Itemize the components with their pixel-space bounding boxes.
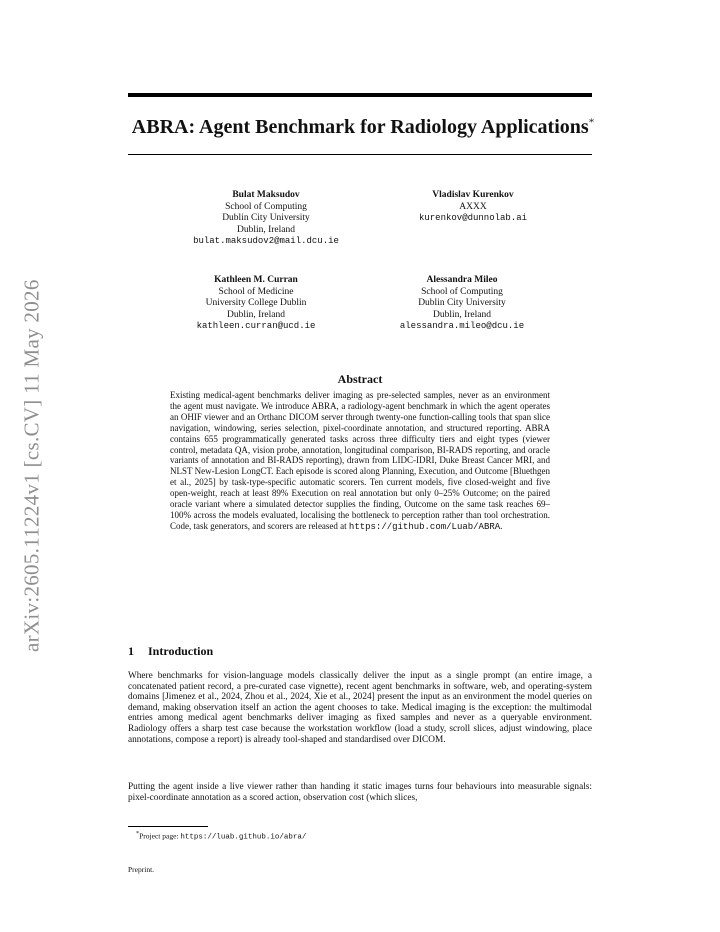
- section-title: Introduction: [148, 644, 214, 658]
- author-affiliation: Dublin, Ireland: [236, 224, 296, 235]
- arxiv-identifier: arXiv:2605.11224v1 [cs.CV] 11 May 2026: [19, 279, 44, 653]
- author-email[interactable]: kurenkov@dunnolab.ai: [418, 213, 528, 223]
- preprint-label: Preprint.: [128, 865, 155, 874]
- author-affiliation: School of Computing: [225, 201, 307, 212]
- author-affiliation: Dublin, Ireland: [226, 309, 286, 320]
- author-affiliation: School of Medicine: [218, 286, 294, 297]
- author-name: Vladislav Kurenkov: [432, 190, 514, 200]
- author-affiliation: University College Dublin: [205, 298, 307, 308]
- footnote-mark: *: [136, 830, 140, 837]
- abstract-code-link[interactable]: https://github.com/Luab/ABRA: [348, 521, 501, 532]
- body-paragraph: Where benchmarks for vision-language models classically deliver the input as a single prompt (an entire image, a concatenated patient record, a pre-curated case vignette), recent agent benchmarks in software, web, and operating-system domains [Jimenez et al., 2024, Zhou et al., 2024, Xie et al., 2024] present the input as an environment the model queries on demand, making observation itself an action the agent chooses to take. Medical imaging is the exception: the multimodal entries among medical agent benchmarks deliver imaging as fixed samples and never as a queryable environment. Radiology offers a sharp test case because the workstation workflow (load a study, scroll slices, adjust windowing, place annotations, compose a report) is already tool-shaped and standardised over DICOM.: [128, 671, 592, 745]
- abstract-body: [170, 390, 550, 533]
- title-top-rule: [128, 93, 592, 97]
- author-block: [373, 190, 573, 225]
- project-page-link[interactable]: https://luab.github.io/abra/: [180, 833, 307, 842]
- section-number: 1: [128, 644, 134, 658]
- author-affiliation: Dublin City University: [418, 298, 506, 308]
- author-block: [166, 190, 366, 248]
- section-heading: [128, 644, 213, 659]
- title-bottom-rule: [128, 154, 592, 155]
- abstract-end: .: [500, 520, 503, 531]
- author-email[interactable]: alessandra.mileo@dcu.ie: [399, 321, 525, 331]
- author-affiliation: AXXX: [459, 201, 487, 212]
- paper-title: ABRA: Agent Benchmark for Radiology Applications*: [131, 116, 595, 138]
- title-footnote-mark: *: [588, 116, 595, 129]
- body-paragraph: Putting the agent inside a live viewer rather than handing it static images turns four behaviours into measurable signals: pixel-coordinate annotation as a scored action, observation cost (which slices,: [128, 782, 592, 803]
- author-name: Bulat Maksudov: [232, 190, 300, 200]
- author-email[interactable]: bulat.maksudov2@mail.dcu.ie: [193, 236, 339, 246]
- author-block: [362, 275, 562, 333]
- author-affiliation: School of Computing: [421, 286, 503, 297]
- abstract-heading: Abstract: [337, 372, 383, 386]
- footnote: [136, 830, 306, 842]
- author-affiliation: Dublin, Ireland: [432, 309, 492, 320]
- author-block: [156, 275, 356, 333]
- abstract-text: Existing medical-agent benchmarks deliver imaging as pre-selected samples, never as an environment the agent must navigate. We introduce ABRA, a radiology-agent benchmark in which the agent operates an OHIF viewer and an Orthanc DICOM server through twenty-one function-calling tools that span slice navigation, windowing, series selection, pixel-coordinate annotation, and structured reporting. ABRA contains 655 programmatically generated tasks across three difficulty tiers and eight types (viewer control, metadata QA, vision probe, annotation, longitudinal comparison, BI-RADS reporting, and oracle variants of annotation and BI-RADS reporting), drawn from LIDC-IDRI, Duke Breast Cancer MRI, and NLST New-Lesion LongCT. Each episode is scored along Planning, Execution, and Outcome [Bluethgen et al., 2025] by task-type-specific automatic scorers. Ten current models, five closed-weight and five open-weight, reach at least 89% Execution on real annotation but only 0–25% Outcome; on the paired oracle variant where a simulated detector supplies the finding, Outcome on the same task reaches 69–100% across the models evaluated, localising the bottleneck to perception rather than tool orchestration. Code, task generators, and scorers are released at: [170, 390, 550, 531]
- author-name: Kathleen M. Curran: [214, 275, 298, 285]
- author-email[interactable]: kathleen.curran@ucd.ie: [196, 321, 316, 331]
- footnote-rule: [128, 826, 208, 827]
- footnote-label: Project page:: [139, 831, 179, 841]
- author-affiliation: Dublin City University: [222, 213, 310, 223]
- author-name: Alessandra Mileo: [426, 275, 498, 285]
